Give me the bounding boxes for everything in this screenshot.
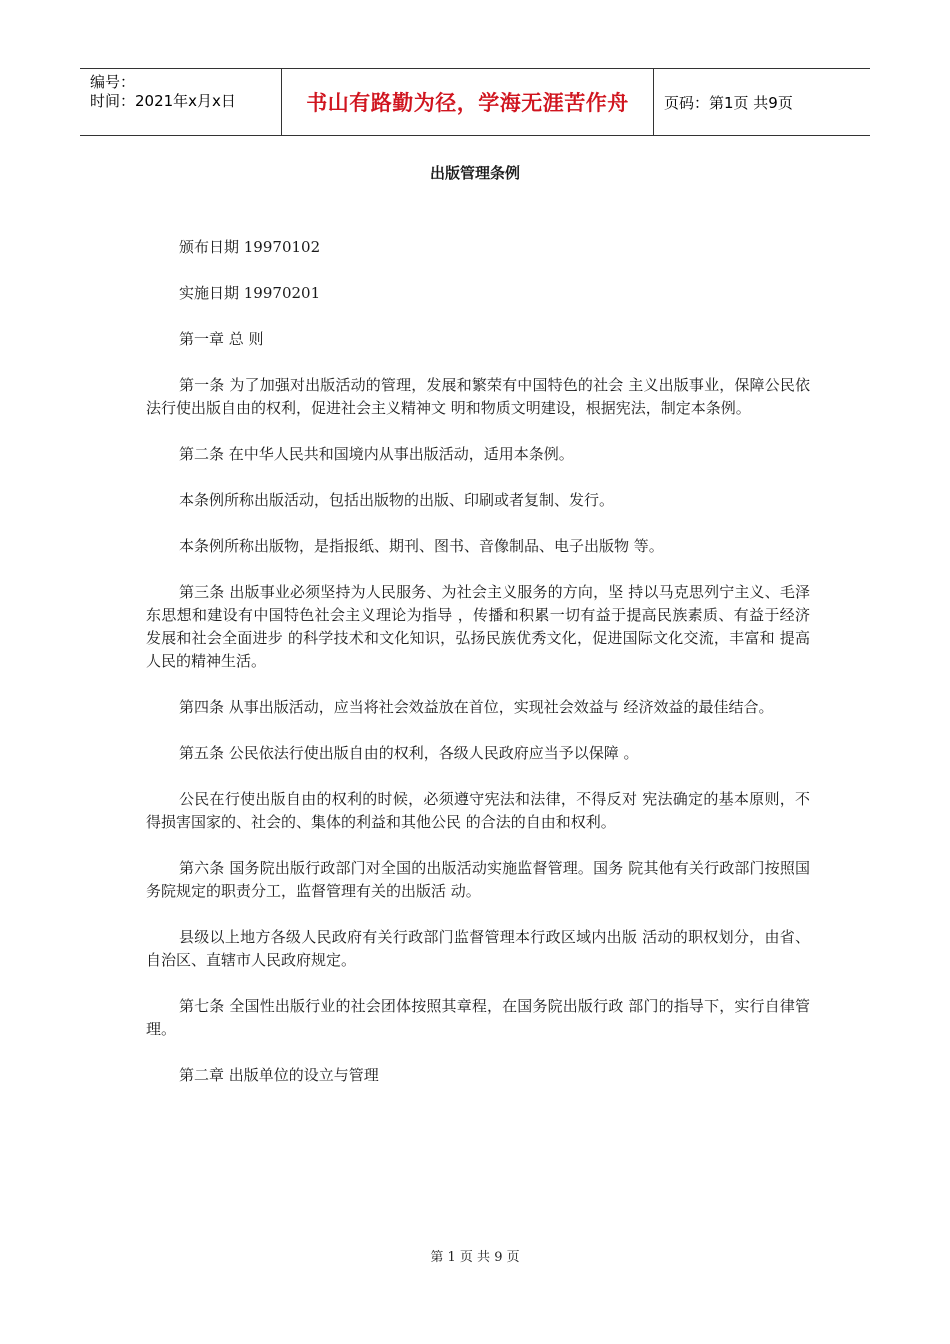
- document-title: 出版管理条例: [429, 164, 520, 182]
- paragraph: 第二条 在中华人民共和国境内从事出版活动，适用本条例。: [179, 445, 574, 463]
- number-label: 编号：: [90, 73, 136, 91]
- paragraph: 实施日期 19970201: [179, 284, 321, 302]
- paragraph: 第六条 国务院出版行政部门对全国的出版活动实施监督管理。国务 院其他有关行政部门按照国务院规定的职责分工，监督管理有关的出版活 动。: [146, 859, 810, 900]
- document-header: [80, 68, 870, 136]
- time-label: 时间：2021年x月x日: [90, 92, 236, 110]
- paragraph: 本条例所称出版物，是指报纸、期刊、图书、音像制品、电子出版物 等。: [179, 537, 664, 555]
- paragraph: 本条例所称出版活动，包括出版物的出版、印刷或者复制、发行。: [179, 491, 615, 509]
- paragraph: 第七条 全国性出版行业的社会团体按照其章程，在国务院出版行政 部门的指导下，实行自律管理。: [146, 997, 810, 1038]
- document-body: [146, 236, 810, 1110]
- paragraph: 第四条 从事出版活动，应当将社会效益放在首位，实现社会效益与 经济效益的最佳结合。: [179, 698, 774, 716]
- paragraph: 第一条 为了加强对出版活动的管理，发展和繁荣有中国特色的社会 主义出版事业，保障公民依法行使出版自由的权利，促进社会主义精神文 明和物质文明建设，根据宪法，制定本条例。: [146, 376, 810, 417]
- header-motto: 书山有路勤为径，学海无涯苦作舟: [282, 69, 654, 135]
- paragraph: 公民在行使出版自由的权利的时候，必须遵守宪法和法律，不得反对 宪法确定的基本原则，不得损害国家的、社会的、集体的利益和其他公民 的合法的自由和权利。: [146, 790, 810, 831]
- paragraph: 颁布日期 19970102: [179, 238, 321, 256]
- header-meta: [80, 69, 282, 135]
- header-page-info: 页码：第1页 共9页: [664, 93, 793, 112]
- paragraph: 县级以上地方各级人民政府有关行政部门监督管理本行政区域内出版 活动的职权划分，由省、自治区、直辖市人民政府规定。: [146, 928, 810, 969]
- paragraph: 第二章 出版单位的设立与管理: [179, 1066, 379, 1084]
- page-footer: 第 1 页 共 9 页: [430, 1250, 520, 1265]
- paragraph: 第三条 出版事业必须坚持为人民服务、为社会主义服务的方向，坚 持以马克思列宁主义、毛泽东思想和建设有中国特色社会主义理论为指导 ，传播和积累一切有益于提高民族素质、有益于经济发展和社会全面进步 的科学技术和文化知识，弘扬民族优秀文化，促进国际文化交流，丰富和 提高人民的精神生活。: [146, 583, 810, 670]
- paragraph: 第五条 公民依法行使出版自由的权利，各级人民政府应当予以保障 。: [179, 744, 639, 762]
- paragraph: 第一章 总 则: [179, 330, 264, 348]
